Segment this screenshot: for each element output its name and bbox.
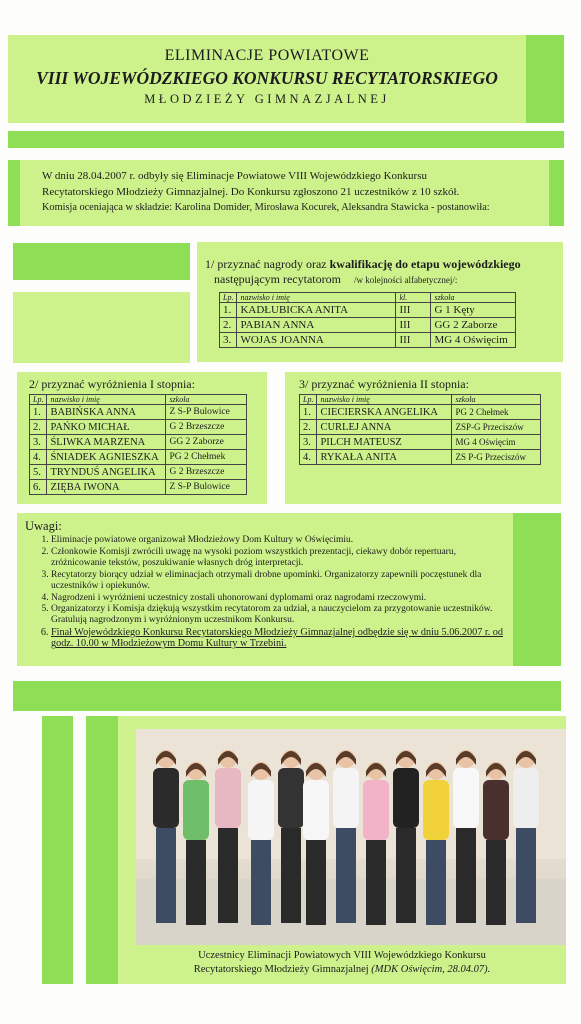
intro-text	[20, 160, 549, 226]
person-body	[483, 780, 509, 840]
cell-name: ŚNIADEK AGNIESZKA	[47, 450, 166, 465]
cell-school: Z S-P Bulowice	[166, 480, 247, 495]
group-photo-illustration	[136, 729, 566, 945]
deco-bar-intro-left	[8, 160, 20, 226]
header-line-3: MŁODZIEŻY GIMNAZJALNEJ	[144, 92, 390, 106]
group-photo	[136, 729, 566, 945]
table-row	[300, 405, 541, 420]
second-degree-section	[285, 372, 561, 504]
cell-lp: 2.	[220, 318, 237, 333]
cell-name: WOJAS JOANNA	[237, 333, 396, 348]
cell-school: MG 4 Oświęcim	[452, 435, 541, 450]
column-header: szkoła	[431, 293, 516, 303]
deco-bar-left-small	[13, 243, 190, 280]
table-row	[220, 333, 516, 348]
cell-class: III	[396, 333, 431, 348]
column-header: kl.	[396, 293, 431, 303]
awards-title-bold: kwalifikację do etapu wojewódzkiego	[329, 257, 521, 271]
person-body	[363, 780, 389, 840]
person-body	[333, 768, 359, 828]
remarks-title: Uwagi:	[25, 519, 62, 533]
column-header: Lp.	[30, 395, 47, 405]
deco-bar-vertical-1	[42, 716, 73, 984]
person-body	[423, 780, 449, 840]
person-body	[513, 768, 539, 828]
caption-line-2	[118, 963, 566, 977]
remarks-list	[25, 535, 505, 650]
cell-school: G 2 Brzeszcze	[166, 465, 247, 480]
cell-name: RYKAŁA ANITA	[317, 450, 452, 465]
cell-school: ZSP-G Przeciszów	[452, 420, 541, 435]
person-body	[278, 768, 304, 828]
cell-lp: 1.	[220, 303, 237, 318]
person-legs	[396, 828, 416, 923]
table-row	[30, 420, 247, 435]
table-row	[220, 303, 516, 318]
second-degree-title: 3/ przyznać wyróżnienia II stopnia:	[299, 377, 469, 391]
person-body	[215, 768, 241, 828]
deco-box-left-medium	[13, 292, 190, 363]
person-legs	[456, 828, 476, 923]
cell-school: PG 2 Chełmek	[166, 450, 247, 465]
first-degree-table	[29, 394, 247, 495]
table-row	[30, 465, 247, 480]
first-degree-title: 2/ przyznać wyróżnienia I stopnia:	[29, 377, 195, 391]
header-line-2: VIII WOJEWÓDZKIEGO KONKURSU RECYTATORSKIEGO	[36, 68, 498, 88]
table-row	[300, 450, 541, 465]
cell-lp: 1.	[300, 405, 317, 420]
remark-item: 5. Organizatorzy i Komisja dziękują wszystkim recytatorom za udział, a nauczycielom za przygotowanie uczestników. Gratulują nagrodzonym i wyróżnionym uczestnikom Konkursu.	[51, 604, 505, 626]
cell-name: KADŁUBICKA ANITA	[237, 303, 396, 318]
person-legs	[218, 828, 238, 923]
intro-line-1: W dniu 28.04.2007 r. odbyły się Eliminacje Powiatowe VIII Wojewódzkiego Konkursu	[42, 170, 427, 182]
awards-subtitle-text: następującym recytatorom	[214, 272, 341, 286]
cell-lp: 3.	[30, 435, 47, 450]
second-degree-table	[299, 394, 541, 465]
person-legs	[156, 828, 176, 923]
cell-lp: 1.	[30, 405, 47, 420]
person-body	[453, 768, 479, 828]
intro-line-3: Komisja oceniająca w składzie: Karolina Domider, Mirosława Kocurek, Aleksandra Stawicka - postanowiła:	[42, 202, 490, 213]
cell-name: PILCH MATEUSZ	[317, 435, 452, 450]
column-header: nazwisko i imię	[317, 395, 452, 405]
caption-line-1: Uczestnicy Eliminacji Powiatowych VIII Wojewódzkiego Konkursu	[198, 950, 486, 961]
photo-caption	[118, 949, 566, 977]
cell-school: G 1 Kęty	[431, 303, 516, 318]
cell-name: PABIAN ANNA	[237, 318, 396, 333]
table-row	[30, 405, 247, 420]
cell-name: ZIĘBA IWONA	[47, 480, 166, 495]
remark-item: 4. Nagrodzeni i wyróżnieni uczestnicy zostali uhonorowani dyplomami oraz nagrodami rzeczowymi.	[51, 593, 505, 604]
remark-item: 1. Eliminacje powiatowe organizował Młodzieżowy Dom Kultury w Oświęcimiu.	[51, 535, 505, 546]
awards-table	[219, 292, 516, 348]
deco-bar-remarks-right	[512, 513, 561, 666]
person-legs	[366, 840, 386, 925]
table-row	[300, 420, 541, 435]
remark-item: 3. Recytatorzy biorący udział w eliminacjach otrzymali drobne upominki. Organizatorzy zapewnili poczęstunek dla uczestników i opiekunów.	[51, 570, 505, 592]
cell-school: G 2 Brzeszcze	[166, 420, 247, 435]
awards-subtitle-note: /w kolejności alfabetycznej/:	[353, 275, 458, 285]
cell-lp: 6.	[30, 480, 47, 495]
cell-name: CIECIERSKA ANGELIKA	[317, 405, 452, 420]
cell-lp: 3.	[300, 435, 317, 450]
deco-bar-wide-2	[13, 681, 561, 711]
caption-note: (MDK Oświęcim, 28.04.07).	[371, 964, 491, 975]
cell-class: III	[396, 303, 431, 318]
caption-line-2-text: Recytatorskiego Młodzieży Gimnazjalnej	[193, 964, 369, 975]
column-header: nazwisko i imię	[47, 395, 166, 405]
column-header: Lp.	[220, 293, 237, 303]
table-row	[300, 435, 541, 450]
awards-title-prefix: 1/ przyznać nagrody oraz	[205, 257, 330, 271]
cell-lp: 4.	[300, 450, 317, 465]
table-header-row	[220, 293, 516, 303]
person-body	[393, 768, 419, 828]
cell-lp: 5.	[30, 465, 47, 480]
remark-item-final: 6. Finał Wojewódzkiego Konkursu Recytatorskiego Młodzieży Gimnazjalnej odbędzie się w dniu 5.06.2007 r. od godz. 10.00 w Młodzieżowym Domu Kultury w Trzebini.	[51, 627, 505, 649]
person-legs	[336, 828, 356, 923]
person-legs	[251, 840, 271, 925]
column-header: szkoła	[452, 395, 541, 405]
awards-title	[205, 257, 563, 272]
table-header-row	[30, 395, 247, 405]
cell-school: ZS P-G Przeciszów	[452, 450, 541, 465]
column-header: nazwisko i imię	[237, 293, 396, 303]
person-body	[153, 768, 179, 828]
header	[8, 35, 526, 123]
cell-name: TRYNDUŚ ANGELIKA	[47, 465, 166, 480]
person-legs	[516, 828, 536, 923]
person-legs	[281, 828, 301, 923]
cell-school: MG 4 Oświęcim	[431, 333, 516, 348]
deco-bar-top-right	[526, 35, 564, 123]
cell-school: PG 2 Chełmek	[452, 405, 541, 420]
cell-school: GG 2 Zaborze	[431, 318, 516, 333]
cell-name: CURLEJ ANNA	[317, 420, 452, 435]
deco-bar-wide-1	[8, 131, 564, 148]
cell-school: Z S-P Bulowice	[166, 405, 247, 420]
cell-class: III	[396, 318, 431, 333]
person-legs	[186, 840, 206, 925]
awards-section	[197, 242, 563, 362]
cell-lp: 4.	[30, 450, 47, 465]
person-body	[248, 780, 274, 840]
cell-lp: 2.	[30, 420, 47, 435]
column-header: Lp.	[300, 395, 317, 405]
first-degree-section	[17, 372, 267, 504]
table-header-row	[300, 395, 541, 405]
remarks-section	[17, 513, 513, 666]
header-line-1: ELIMINACJE POWIATOWE	[164, 47, 370, 64]
person-body	[183, 780, 209, 840]
table-row	[30, 480, 247, 495]
person-legs	[426, 840, 446, 925]
column-header: szkoła	[166, 395, 247, 405]
cell-name: BABIŃSKA ANNA	[47, 405, 166, 420]
person-legs	[486, 840, 506, 925]
remark-item: 2. Członkowie Komisji zwrócili uwagę na wysoki poziom wszystkich prezentacji, ciekawy dobór repertuaru, zróżnicowanie tekstów, poszukiwanie własnych dróg interpretacji.	[51, 547, 505, 569]
cell-lp: 2.	[300, 420, 317, 435]
cell-lp: 3.	[220, 333, 237, 348]
cell-name: PAŃKO MICHAŁ	[47, 420, 166, 435]
table-row	[30, 435, 247, 450]
cell-name: ŚLIWKA MARZENA	[47, 435, 166, 450]
table-row	[220, 318, 516, 333]
deco-bar-intro-right	[549, 160, 564, 226]
person-legs	[306, 840, 326, 925]
awards-subtitle	[214, 272, 563, 288]
intro-line-2: Recytatorskiego Młodzieży Gimnazjalnej. Do Konkursu zgłoszono 21 uczestników z 10 szkół.	[42, 185, 460, 198]
cell-school: GG 2 Zaborze	[166, 435, 247, 450]
person-body	[303, 780, 329, 840]
table-row	[30, 450, 247, 465]
